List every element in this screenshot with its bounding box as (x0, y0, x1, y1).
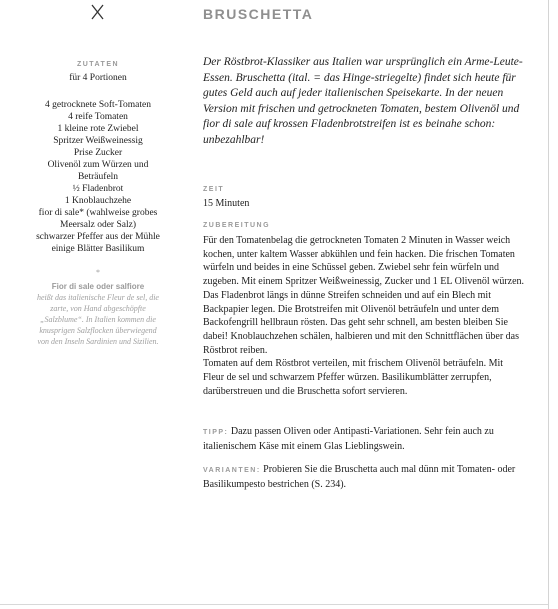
preparation-label: ZUBEREITUNG (203, 222, 271, 229)
portions-text: für 4 Portionen (69, 73, 127, 83)
ingredient-item: Olivenöl zum Würzen und Beträufeln (47, 160, 149, 182)
time-value: 15 Minuten (203, 198, 250, 209)
close-icon[interactable] (89, 2, 107, 22)
preparation-paragraph: Das Fladenbrot längs in dünne Streifen schneiden und auf ein Blech mit Backpapier legen. Die Brotstreifen mit Olivenöl beträufeln und unter dem Backofengrill hellbraun rösten. Das geht sehr schnell, am besten bleiben Sie dabei! Knoblauchzehen schälen, halbieren und mit den Schnittflächen über das Röstbrot reiben. (203, 289, 519, 356)
ingredient-item: schwarzer Pfeffer aus der Mühle (36, 232, 160, 242)
footnote-text: heißt das italienische Fleur de sel, die zarte, von Hand abgeschöpfte „Salzblume“. In Italien kommen die knusprigen Salzflocken überwiegend von den Inseln Sardinien und Sizilien. (37, 293, 159, 346)
preparation-steps (203, 234, 525, 398)
ingredient-item: Prise Zucker (73, 148, 123, 158)
ingredient-item: Spritzer Weißweinessig (53, 136, 143, 146)
preparation-paragraph: Tomaten auf dem Röstbrot verteilen, mit frischem Olivenöl beträufeln. Mit Fleur de sel und schwarzem Pfeffer würzen. Basilikumblätter zerrupfen, darüberstreuen und die Bruschetta sofort servieren. (203, 358, 504, 397)
time-label: ZEIT (203, 186, 225, 193)
ingredients-heading: ZUTATEN (76, 61, 120, 68)
recipe-main (203, 55, 525, 490)
ingredient-item: fior di sale* (wahlweise grobes Meersalz oder Salz) (38, 208, 158, 230)
recipe-title: BRUSCHETTA (203, 6, 314, 22)
ingredient-item: 1 kleine rote Zwiebel (57, 124, 139, 134)
preparation-paragraph: Für den Tomatenbelag die getrockneten Tomaten 2 Minuten in Wasser weich kochen, unter kaltem Wasser abkühlen und fein hacken. Die frischen Tomaten würfeln und beides in eine Schüssel geben. Zwiebel sehr fein würfeln und zugeben. Mit einem Spritzer Weißweinessig, Zucker und 1 EL Olivenöl würzen. (203, 235, 525, 288)
footnote-title: Fior di sale oder salfiore (51, 282, 145, 291)
variants-note (203, 463, 525, 491)
variants-text: Probieren Sie die Bruschetta auch mal dünn mit Tomaten- oder Basilikumpesto bestrichen (S. 234). (203, 464, 516, 490)
ingredient-item: ½ Fladenbrot (72, 184, 124, 194)
page-edge-divider (548, 0, 549, 609)
ingredient-item: einige Blätter Basilikum (51, 244, 145, 254)
ingredient-item: 4 getrocknete Soft-Tomaten (45, 100, 151, 110)
variants-label: VARIANTEN: (203, 467, 261, 474)
ingredients-sidebar (36, 60, 160, 347)
recipe-intro: Der Röstbrot-Klassiker aus Italien war ursprünglich ein Arme-Leute-Essen. Bruschetta (ital. = das Hinge-striegelte) findet sich heute für gutes Geld auch auf jeder italienischen Speisekarte. In der neuen Version mit frischen und getrockneten Tomaten, bestem Olivenöl und fior di sale auf krossen Fladenbrotstreifen ist es beinahe schon: unbezahlbar! (203, 56, 523, 146)
footnote-marker: * (96, 268, 100, 277)
ingredient-item: 4 reife Tomaten (68, 112, 128, 122)
ingredients-list (36, 99, 160, 255)
tip-label: TIPP: (203, 429, 229, 436)
ingredient-item: 1 Knoblauchzehe (64, 196, 132, 206)
tip-note (203, 425, 525, 453)
bottom-divider (0, 604, 548, 605)
tip-text: Dazu passen Oliven oder Antipasti-Variationen. Sehr fein auch zu italienischem Käse mit einem Glas Lieblingswein. (203, 426, 494, 452)
